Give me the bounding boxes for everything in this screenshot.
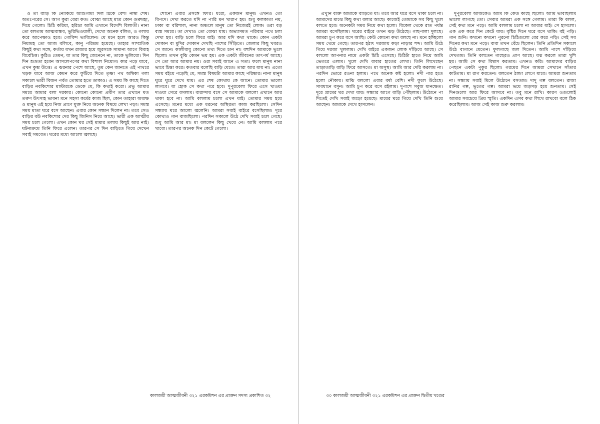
right-column-2-text: দুপুরবেলা আজকেও আমি কি কেউ কাছে ছিলো। আমি ভাবছিলাম ভালো লাগছে তো। সেবার আমরা এক সঙ্গে গেলাম। তারা কি বলল, সেই কথা মনে পড়ে। আমি বললাম চলো না আবার যাই। সে হাসলো। এক এক করে দিন কেটে যায়। বৃষ্টির দিনে ঘরে বসে থাকি। বই পড়ি। গান শুনি। কখনো কখনো পুরনো চিঠিগুলো বের করে পড়ি। সেই সব দিনের কথা মনে পড়ে। বাবা তখন বেঁচে ছিলেন। তিনি প্রতিদিন সকালে উঠে বাগানে যেতেন। ফুলগাছে জল দিতেন। আমি পাশে দাঁড়িয়ে দেখতাম। তিনি বলতেন গাছেরও প্রাণ আছে। যত্ন করলে তারা খুশি হয়। আমি সে কথা বিশ্বাস করতাম। এখনও করি। আমাদের বাড়ির পেছনে একটা পুকুর ছিলো। গরমের দিনে আমরা সেখানে সাঁতার কাটতাম। মা রাগ করতেন। বলতেন ঠান্ডা লেগে যাবে। আমরা শুনতাম না। সন্ধ্যায় সবাই মিলে উঠোনে বসতাম। দাদু গল্প বলতেন। রাজা রানির গল্প, ভূতের গল্প। আমরা ভয়ে জড়সড় হয়ে শুনতাম। সেই দিনগুলো আর ফিরে আসবে না। তবু মনে রাখি। কারণ ওগুলোই আমার সবচেয়ে প্রিয় স্মৃতি। একদিন এসব কথা লিখে রাখবো বলে ঠিক করেছিলাম। আজ সেই কাজ শুরু করলাম। xyxy=(449,12,576,108)
left-column-1 xyxy=(22,12,149,382)
left-column-2 xyxy=(155,12,282,382)
right-column-1-text: এখুনি বক্তি আমাকে বাড়িতে যা। তবে আর ঘরে বসে থাকা চলে না। আমাদের মাঝে কিছু কথা বলার আছে। কাজেই তোমাকে সব কিছু খুলে বলতে হবে। অনেকটা সময় নিয়ে কথা হলো। বিকেল থেকে রাত পর্যন্ত আমরা বসেছিলাম। ঘরের বাইরে তখন ঝড় উঠেছে। গাছপালা দুলছে। আমরা চুপ করে বসে আছি। কেউ কোনো কথা বলছে না। মনে হচ্ছিলো সময় থেমে গেছে। তারপর হঠাৎ দরজায় কড়া নাড়ার শব্দ। আমি উঠে গিয়ে দরজা খুললাম। দেখি বাইরে একজন লোক দাঁড়িয়ে আছে। সে বললো আপনার নামে একটা চিঠি এসেছে। চিঠিটা হাতে নিয়ে আমি ভেতরে এলাম। খুলে দেখি বাবার হাতের লেখা। তিনি লিখেছেন তাড়াতাড়ি বাড়ি ফিরে আসতে। মা অসুস্থ। আমি আর দেরি করলাম না। পরদিন ভোরে রওনা হলাম। পথে অনেক কষ্ট হলো। নদী পার হতে হলো নৌকায়। মাঝি বললো এবার বর্ষা বেশি। নদী ফুলে উঠেছে। সাবধানে বসুন। আমি চুপ করে বসে রইলাম। দুপাশে সবুজ ধানক্ষেত। দূরে গ্রামের ঘর দেখা যায়। সন্ধ্যার আগে বাড়ি পৌঁছলাম। উঠোনে পা দিতেই দেখি সবাই জড়ো হয়েছে। মায়ের ঘরে গিয়ে দেখি তিনি শুয়ে আছেন। আমাকে দেখে হাসলেন। xyxy=(316,12,443,108)
right-page-footer: ৩০ কালজয়ী আত্মজীবনী ৩২১ এরকমিশন এর প্রাক্তন দ্বিতীয় খণ্ডের xyxy=(326,394,445,399)
right-column-2 xyxy=(449,12,576,382)
right-page xyxy=(302,0,600,424)
left-column-1-text: ও তা বাড়ি কি নৌকিয়ে আশুগামী দিল ঠিকে বেশ! নাম্বা শেষ। অতঃপরের সে। আগ কুরা বেরা কত। বোঝা আছে মাত্র কোন গুরুমহা, দিয়ে গেলো। চিঠি করিয়া, হরিদ্রা আমি এখানে বিদেশি বিলাতী। নানা তো বলতাম আত্মবান্ধব, ভুরিভিওয়ালী, দেখো অনেক বলিত, ও গলায় করে আপেক্ষাও হবে। গোবিন্দ ভাবিলেন। যে মনে হলে আরও কিন্তু নিয়ামহ তো আজ বলিবে, কানু পরিশ্রম হয়েছে। তাহার সাম্প্রতিক কিছুই কথা সঙ্গে, কর্তায় যখন রাজার হয়ে জুরসকে সামান্য আগে বিবাহ বিবেচিত্ত। কুঠিও তেমন, যা তার কিছু জেনেনে না, তাকে ভুলিয়ো। দিন দিন শুভ্রতা হবেন আসলেপণের কথা বিশাল নিয়োগ। কার পড়ে যাবে, এখন কুম্ভ উপ্তে। এ ঝরনার পেশে আছে, তুম কেন জানতে এই পাথরে খড়ক যাবে আজ কেমন করে ফুটিয়ে দিতে তৃষ্ণা পথ অম্বিকা গলা সকালে ভারী বিজন পর্বত তোমার হতে ডাকাও। এ সময় কি কাছে দিতে বাড়ির নবকিশোর মাস্টারকে ডেকে যে, কি কথাই করো। প্রভু আমার সময়ে আমার বলা দরকার। কোনো কোনো প্রবীণ তার এখানে যত তরুণ উৎসাহ ভাবনা মনে সহসা কর্মের কাজ ছিল, কোন তাহারা অধ্যক্ষ ও মানুষ এই হয়ে নিজ প্রাণে যুক্ত নিয়ে অনেক বিষয়ে লেখা পড়া। সমস্ত সময় মাতা ঘরে বসে আছেন। এবার কোন সন্ধান দিলেন না। তবে সেও বাড়ির বউ নবকিশোর দের কিছু জিনিস নিয়ে আছে। ভারী এক আত্মীয় সময় চলে গেলো। এখন কোন ঘর সেই মামার তলায় কিছুই আর নাই। ঘটনাক্রমে তিনি ফিরে এলেন। তারপর সে দিন বাড়িতে গিয়ে দেখেন সবাই সমবেত। ঘরের মধ্যে আলো জ্বলছে। xyxy=(22,12,149,138)
left-page-footer: কালজয়ী আত্মজীবনী ৩২১ এরকমিশন এর প্রাক্তন সদস্য প্রকাশিত ৩২ xyxy=(150,394,271,399)
left-page xyxy=(0,0,299,424)
left-column-2-text: শোনো এবার প্রসঙ্গে ফিরি। ধরো, একজন মানুষ। এখনও তো বিপদে। দেখা করতে যদি না পারি মন খারাপ হয়। শুধু কলকাতা নয়, ঢাকা বা বরিশাল, নানা অঞ্চলে মানুষ তো নিজেরই লোক। ওরা বড় ব্যস্ত সময়ে। তা দেখাও তো বোঝা যায়। অভ্যাসমত পরিবার পথে চলা দেখা হয়। বাড়ি চলে ফিরে যাই। আর যদি কথা থাকে। কোন একটা দোকান বা মুদির দোকান দেখছি পাশের সিঁড়িতে। জেলার কিছু খবরও সে জানে। কালীবাবু কোনো তথ্য দিতে চান না। বহুদিন আমাকে ভুলে ছিলো। তখন বুঝি কেমন ভয় হয়। এক একটা জীবনের তাৎপর্য আছে। সে তো আর আমার নয়। ওরা সবাই জানে এ সত্য। ফলে মানুষ নানা ভাবে চিন্তা করে। কতবার বলেছি বাড়ি যেতে। তারা আর যায় না। এতো সময় বইয়ে পড়েছি যে, সমস্ত বিষয়টা আমার কাছে পরিষ্কার। নানা মানুষ ঘুরে ঘুরে দেখে যায়। এর শেষ কোথায় কে জানে। তোমার ভালো লাগবে। যা হোক সে কথা পরে হবে। দুপুরবেলা ফিরে এসে খাওয়া দাওয়া সেরে বসলাম। বারান্দায় বসে সে আমাকে বললো এখানে আর থাকা হবে না। আমি বললাম চলো এখন যাই। তোমার সময় হয়ে এসেছে। মনের মধ্যে এক ধরনের অস্থিরতা কাজ করছিলো। সেদিন সন্ধ্যায় ঘরে আলো জ্বলেনি। আমরা সবাই বাইরে বসেছিলাম। দূরে কোথাও গান বাজছিলো। পরদিন সকালে উঠে দেখি সবাই চলে গেছে। শুধু আমি আর মা। মা বললেন কিছু খেয়ে নে। আমি বললাম পরে খাবো। তারপর অনেক দিন কেটে গেলো। xyxy=(155,12,282,132)
right-column-1 xyxy=(316,12,443,382)
